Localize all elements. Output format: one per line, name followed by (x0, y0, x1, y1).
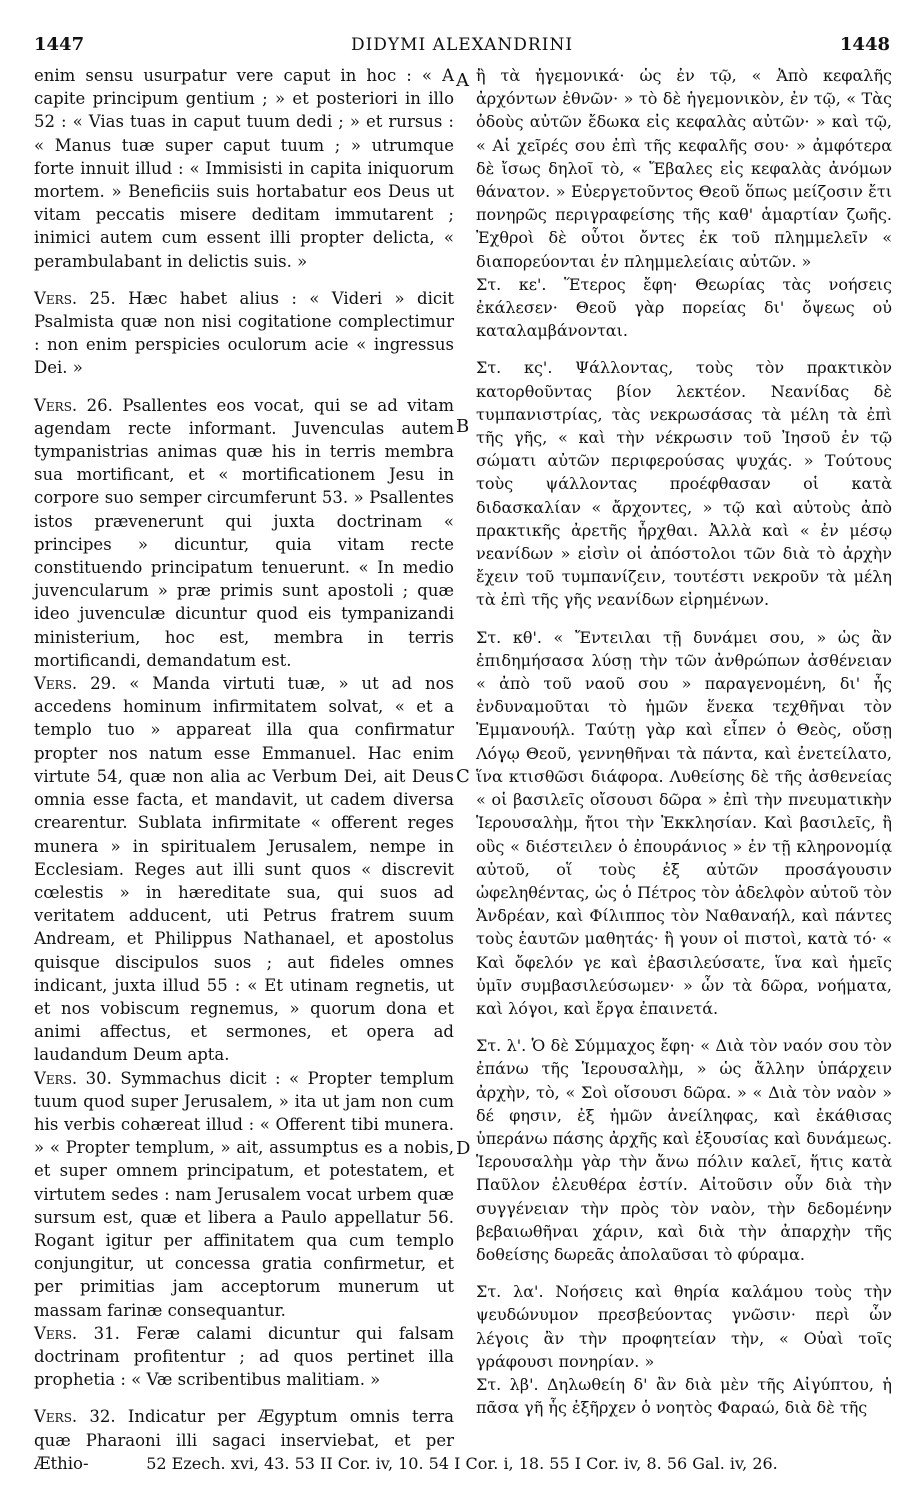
margin-marker-b: B (456, 416, 470, 437)
greek-paragraph: Στ. λ'. Ὁ δὲ Σύμμαχος ἔφη· « Διὰ τὸν ναόν σου τὸν ἐπάνω τῆς Ἱερουσαλὴμ, » ὡς ἄλλην ὑπάρχειν ἀρχὴν, τὸ, « Σοὶ οἴσουσι δῶρα. » « Διὰ τὸν ναὸν » δέ φησιν, ἐξ ἡμῶν ἀνείληφας, καὶ ἐκάθισας ὑπεράνω πάσης ἀρχῆς καὶ ἐξουσίας καὶ δυνάμεως. Ἱερουσαλὴμ γὰρ τὴν ἄνω πόλιν καλεῖ, ἥτις κατὰ Παῦλον ἐλευθέρα ἐστίν. Αἰτοῦσιν οὖν διὰ τὴν συγγένειαν τὴν πρὸς τὸν ναὸν, τὴν δεδομένην βεβαιωθῆναι χάριν, καὶ διὰ τὴν ἀπαρχὴν τῆς δοθείσης δωρεᾶς ἀπολαῦσαι τὸ φύραμα. (476, 1036, 892, 1264)
margin-marker-c: C (456, 766, 470, 787)
page-header (34, 34, 890, 64)
latin-paragraph: Vers. 30. Symmachus dicit : « Propter templum tuum quod super Jerusalem, » ita ut jam non cum his verbis cohæreat illud : « Offerent tibi munera. » « Propter templum, » ait, assumptus es a nobis, et super omnem principatum, et potestatem, et virtutem sedes : nam Jerusalem vocat urbem quæ sursum est, quæ et libera a Paulo appellatur 56. Rogant igitur per affinitatem qua cum templo conjungitur, ut concessa gratia confirmetur, et per primitias jam acceptorum munerum ut massam farinæ consequantur. (34, 1068, 454, 1320)
verse-label: Vers. 31. (34, 1323, 120, 1343)
latin-paragraph: enim sensu usurpatur vere caput in hoc : « A capite principum gentium ; » et posteriori in illo 52 : « Vias tuas in caput tuum dedi ; » et rursus : « Manus tuæ super caput tuum ; » utrumque forte innuit illud : « Immisisti in capita iniquorum mortem. » Beneficiis suis hortabatur eos Deus ut vitam peccatis misere deditam immutarent ; inimici autem cum essent illi propter delicta, « perambulabant in delictis suis. » (34, 66, 454, 271)
latin-column (34, 64, 454, 1489)
greek-paragraph: ἢ τὰ ἡγεμονικά· ὡς ἐν τῷ, « Ἀπὸ κεφαλῆς ἀρχόντων ἐθνῶν· » τὸ δὲ ἡγεμονικὸν, ἐν τῷ, « Τὰς ὁδοὺς αὐτῶν ἔδωκα εἰς κεφαλὰς αὐτῶν· » καὶ τῷ, « Αἱ χεῖρές σου ἐπὶ τῆς κεφαλῆς σου· » ἀμφότερα δὲ ἴσως δηλοῖ τὸ, « Ἔβαλες εἰς κεφαλὰς ἀνόμων θάνατον. » Εὐεργετοῦντος Θεοῦ ὅπως μείζοσιν ἔτι πονηρῶς περιγραφείσης τῆς καθ' ἁμαρτίαν ζωῆς. Ἐχθροὶ δὲ οὗτοι ὄντες ἐκ τοῦ πλημμελεῖν « διαπορεύονται ἐν πλημμελείαις αὐτῶν. » (476, 66, 892, 271)
greek-column (476, 64, 892, 1433)
greek-paragraph: Στ. κθ'. « Ἔντειλαι τῇ δυνάμει σου, » ὡς ἂν ἐπιδημήσασα λύσῃ τὴν τῶν ἀνθρώπων ἀσθένειαν « ἀπὸ τοῦ ναοῦ σου » παραγενομένη, δι' ἧς ἐνδυναμοῦται τὸ ἡμῶν ἕνεκα τεχθῆναι τὸν Ἐμμανουήλ. Ταύτῃ γὰρ καὶ εἶπεν ὁ Θεὸς, οὔσῃ Λόγῳ Θεοῦ, γεννηθῆναι τὰ πάντα, καὶ ἐνετείλατο, ἵνα κτισθῶσι διάφορα. Λυθείσης δὲ τῆς ἀσθενείας « οἱ βασιλεῖς οἴσουσι δῶρα » ἐπὶ τὴν πνευματικὴν Ἱερουσαλὴμ, ἤτοι τὴν Ἐκκλησίαν. Καὶ βασιλεῖς, ἢ οὓς « διέστειλεν ὁ ἐπουράνιος » ἐν τῇ κληρονομίᾳ αὐτοῦ, οἵ τοὺς ἐξ αὐτῶν προσάγουσιν ὠφεληθέντας, ὡς ὁ Πέτρος τὸν ἀδελφὸν αὐτοῦ τὸν Ἀνδρέαν, καὶ Φίλιππος τὸν Ναθαναήλ, καὶ πάντες τοὺς ἑαυτῶν μαθητάς· ἢ γουν οἱ πιστοὶ, κατὰ τό· « Καὶ ὄφελόν γε καὶ ἐβασιλεύσατε, ἵνα καὶ ἡμεῖς ὑμῖν συμβασιλεύσωμεν· » ὧν τὰ δῶρα, νοήματα, καὶ λόγοι, καὶ ἔργα ἐπαινετά. (476, 627, 892, 1018)
right-page-number: 1448 (839, 34, 890, 55)
verse-label: Vers. 32. (34, 1407, 116, 1427)
latin-paragraph: Vers. 25. Hæc habet alius : « Videri » dicit Psalmista quæ non nisi cogitatione complectimur : non enim perspicies oculorum acie « ingressus Dei. » (34, 288, 454, 378)
left-page-number: 1447 (34, 34, 85, 55)
latin-paragraph: Vers. 31. Feræ calami dicuntur qui falsam doctrinam profitentur ; ad quos pertinet illa prophetia : « Væ scribentibus malitiam. » (34, 1323, 454, 1390)
running-title: DIDYMI ALEXANDRINI (350, 35, 574, 55)
greek-paragraph: Στ. κς'. Ψάλλοντας, τοὺς τὸν πρακτικὸν κατορθοῦντας βίον λεκτέον. Νεανίδας δὲ τυμπανιστρίας, τὰς νεκρωσάσας τὰ μέλη τὰ ἐπὶ τῆς γῆς, « καὶ τὴν νέκρωσιν τοῦ Ἰησοῦ ἐν τῷ σώματι αὐτῶν περιφερούσας ψυχάς. » Τούτους τοὺς ψάλλοντας προέφθασαν οἱ κατὰ διδασκαλίαν « ἄρχοντες, » τῷ καὶ αὐτοὺς ἀπὸ πρακτικῆς ἀρετῆς ἦρχθαι. Ἀλλὰ καὶ « ἐν μέσῳ νεανίδων » εἰσὶν οἱ ἀπόστολοι τῶν διὰ τὸ ἀρχὴν ἔχειν τοῦ τυμπανίζειν, τουτέστι νεκροῦν τὰ μέλη τὰ ἐπὶ τῆς γῆς νεανίδων εἰρημένων. (476, 358, 892, 610)
verse-label: Vers. 30. (34, 1068, 112, 1088)
latin-paragraph: Vers. 26. Psallentes eos vocat, qui se ad vitam agendam recte informant. Juvenculas autem tympanistrias animas quæ his in terris membra sua mortificant, et « mortificationem Jesu in corpore suo semper circumferunt 53. » Psallentes istos prævenerunt qui juxta doctrinam « principes » dicuntur, quia vitam recte constituendo principatum tenuerunt. « In medio juvencularum » præ primis sunt apostoli ; quæ ideo juvenculæ dicuntur quod eis tympanizandi ministerium, hoc est, membra in terris mortificandi, demandatum est. (34, 395, 454, 670)
margin-marker-d: D (456, 1138, 471, 1159)
verse-label: Vers. 25. (34, 288, 116, 308)
latin-paragraph: Vers. 32. Indicatur per Ægyptum omnis terra quæ Pharaoni illi sagaci inserviebat, et per Æthio- (34, 1407, 454, 1473)
verse-label: Vers. 26. (34, 395, 113, 415)
greek-paragraph: Στ. λα'. Νοήσεις καὶ θηρία καλάμου τοὺς τὴν ψευδώνυμον πρεσβεύοντας γνῶσιν· περὶ ὧν λέγοις ἂν τὴν προφητείαν τὴν, « Οὐαὶ τοῖς γράφουσι πονηρίαν. » (476, 1282, 892, 1371)
footnotes: 52 Ezech. xvi, 43. 53 II Cor. iv, 10. 54 I Cor. i, 18. 55 I Cor. iv, 8. 56 Gal. iv, 26. (146, 1454, 778, 1473)
margin-marker-a: A (456, 70, 469, 91)
greek-paragraph: Στ. λβ'. Δηλωθείη δ' ἂν διὰ μὲν τῆς Αἰγύπτου, ἡ πᾶσα γῆ ἧς ἐξῆρχεν ὁ νοητὸς Φαραώ, διὰ δὲ τῆς (476, 1374, 892, 1418)
verse-label: Vers. 29. (34, 674, 117, 694)
greek-paragraph: Στ. κε'. Ἕτερος ἔφη· Θεωρίας τὰς νοήσεις ἐκάλεσεν· Θεοῦ γὰρ πορείας δι' ὄψεως οὐ καταλαμβάνονται. (476, 274, 892, 341)
latin-paragraph: Vers. 29. « Manda virtuti tuæ, » ut ad nos accedens hominum infirmitatem solvat, « et a templo tuo » appareat illa qua confirmatur propter nos natum esse Emmanuel. Hac enim virtute 54, quæ non alia ac Verbum Dei, ait Deus omnia esse facta, et mandavit, ut cadem diversa crearentur. Sublata infirmitate « offerent reges munera » in spiritualem Jerusalem, nempe in Ecclesiam. Reges aut illi sunt quos « discrevit cœlestis » in hæreditate sua, qui suos ad veritatem adducent, uti Petrus fratrem suum Andream, et Philippus Nathanael, et apostolus quisque discipulos suos ; aut fideles omnes indicant, juxta illud 55 : « Et utinam regnetis, ut et nos vobiscum regnemus, » quorum dona et animi affectus, et sermones, et opera ad laudandum Deum apta. (34, 674, 454, 1065)
